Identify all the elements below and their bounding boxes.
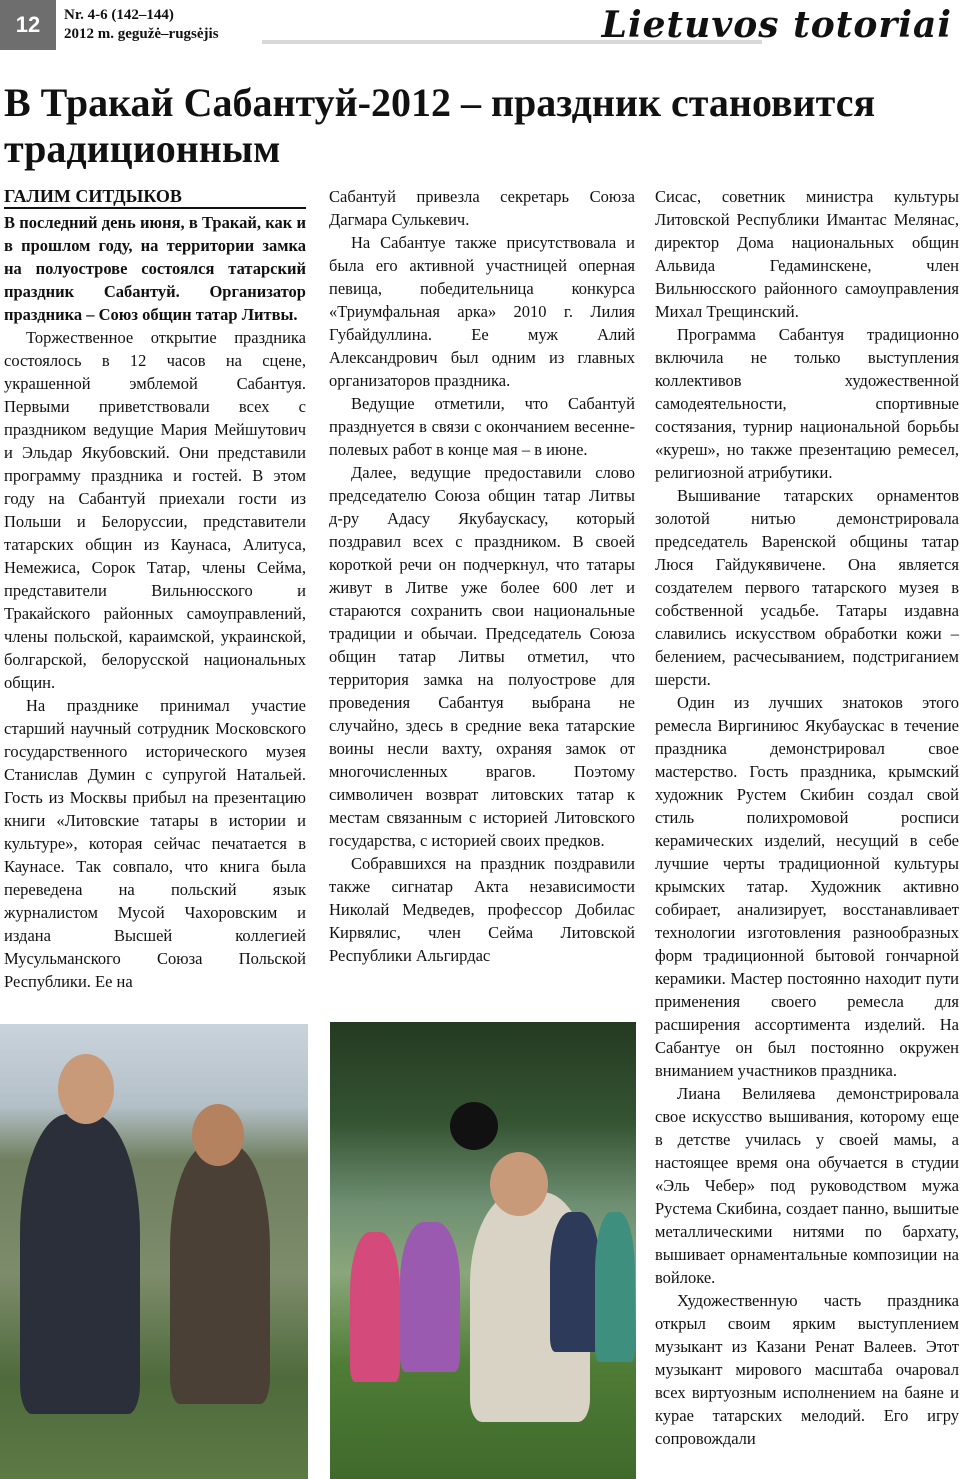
article-title: В Тракай Сабантуй-2012 – праздник становится традиционным — [4, 80, 876, 171]
photo-guests — [0, 1024, 308, 1479]
person-head — [58, 1054, 114, 1124]
page-header — [0, 0, 960, 50]
person-figure — [595, 1212, 635, 1362]
person-figure — [20, 1114, 140, 1414]
person-figure — [170, 1144, 270, 1404]
person-figure — [400, 1222, 460, 1372]
paragraph: Художественную часть праздника открыл своим ярким выступлением музыкант из Казани Ренат Валеев. Этот музыкант мирового масштаба очаровал всех виртуозным исполнением на баяне и курае татарских мелодий. Его игру сопровождали — [655, 1291, 959, 1448]
paragraph: На Сабантуе также присутствовала и была его активной участницей оперная певица, победительница конкурса «Триумфальная арка» 2010 г. Лилия Губайдуллина. Ее муж Алий Александрович был одним из главных организаторов праздника. — [329, 233, 635, 390]
person-figure — [350, 1232, 400, 1382]
paragraph: Один из лучших знатоков этого ремесла Виргиниюс Якубаускас в течение праздника демонстрировал свое мастерство. Гость праздника, крымский художник Рустем Скибин создал свой стиль полихромовой росписи керамических изделий, несущий в себе лучшие черты традиционной культуры крымских татар. Художник активно собирает, анализирует, восстанавливает технологии изготовления разнообразных форм традиционной бытовой гончарной керамики. Мастер постоянно находит пути применения своего ремесла для расширения ассортимента изделий. На Сабантуе он был постоянно окружен вниманием участников праздника. — [655, 693, 959, 1080]
author-byline: ГАЛИМ СИТДЫКОВ — [4, 185, 306, 209]
paragraph: Торжественное открытие праздника состоялось в 12 часов на сцене, украшенной эмблемой Сабантуя. Первыми приветствовали всех с праздником ведущие Мария Мейшутович и Эльдар Якубовский. Они представили программу праздника и гостей. В этом году на Сабантуй приехали гости из Польши и Белоруссии, представители татарских общин из Каунаса, Алитуса, Немежиса, Сорок Татар, члены Сейма, представители Вильнюсского и Тракайского районных самоуправлений, члены польской, караимской, украинской, болгарской, белорусской национальных общин. — [4, 328, 306, 692]
issue-info — [64, 6, 219, 44]
page-number: 12 — [0, 0, 56, 50]
paragraph: На празднике принимал участие старший научный сотрудник Московского государственного исторического музея Станислав Думин с супругой Натальей. Гость из Москвы прибыл на презентацию книги «Литовские татары в истории и культуре», которая сейчас печатается в Каунасе. Так совпало, что книга была переведена на польский язык журналистом Мусой Чахоровским и издана Высшей коллегией Мусульманского Союза Польской Республики. Ее на — [4, 696, 306, 991]
text-column-2 — [329, 185, 635, 967]
person-head — [490, 1152, 548, 1216]
paragraph: Программа Сабантуя традиционно включила не только выступления коллективов художественной самодеятельности, спортивные состязания, турнир национальной борьбы «куреш», но также презентацию ремесел, религиозной атрибутики. — [655, 325, 959, 482]
photo-kettlebell — [330, 1022, 636, 1479]
text-column-1 — [4, 185, 306, 993]
kettlebell — [450, 1102, 498, 1150]
lead-paragraph: В последний день июня, в Тракай, как и в прошлом году, на территории замка на полуострове состоялся татарский праздник Сабантуй. Организатор праздника – Союз общин татар Литвы. — [4, 213, 306, 324]
paragraph: Лиана Велиляева демонстрировала свое искусство вышивания, которому еще в детстве училась у своей мамы, а настоящее время она обучается в студии «Эль Чебер» под руководством мужа Рустема Скибина, создает панно, вышитые металлическими нитями по бархату, вышивает орнаментальные композиции на войлоке. — [655, 1084, 959, 1287]
paragraph: Сисас, советник министра культуры Литовской Республики Имантас Мелянас, директор Дома национальных общин Альвида Гедаминскене, член Вильнюсского районного самоуправления Михал Трещинский. — [655, 187, 959, 321]
person-figure — [550, 1212, 600, 1352]
issue-date: 2012 m. gegužė–rugsėjis — [64, 26, 219, 42]
issue-number: Nr. 4-6 (142–144) — [64, 7, 174, 23]
person-head — [192, 1104, 244, 1166]
paragraph: Вышивание татарских орнаментов золотой нитью демонстрировала председатель Варенской общины татар Люся Гайдукявичене. Она является создателем первого татарского музея в собственной усадьбе. Татары издавна славились искусством обработки кожи – белением, расчесыванием, подстриганием шерсти. — [655, 486, 959, 689]
paragraph: Далее, ведущие предоставили слово председателю Союза общин татар Литвы д-ру Адасу Якубаускасу, который поздравил всех с праздником. В своей короткой речи он подчеркнул, что татары живут в Литве уже более 600 лет и стараются сохранить свои национальные традиции и обычаи. Председатель Союза общин татар Литвы отметил, что территория замка на полуострове для проведения Сабантуя выбрана не случайно, здесь в средние века татарские воины несли вахту, охраняя замок от многочисленных врагов. Поэтому символичен возврат литовских татар к местам связанным с историей Литовского государства, с историей своих предков. — [329, 463, 635, 850]
masthead-logo: Lietuvos totoriai — [601, 4, 952, 46]
paragraph: Сабантуй привезла секретарь Союза Дагмара Сулькевич. — [329, 187, 635, 229]
text-column-3 — [655, 185, 959, 1450]
paragraph: Ведущие отметили, что Сабантуй празднуется в связи с окончанием весенне-полевых работ в конце мая – в июне. — [329, 394, 635, 459]
paragraph: Собравшихся на праздник поздравили также сигнатар Акта независимости Николай Медведев, профессор Добилас Кирвялис, член Сейма Литовской Республики Альгирдас — [329, 854, 635, 965]
